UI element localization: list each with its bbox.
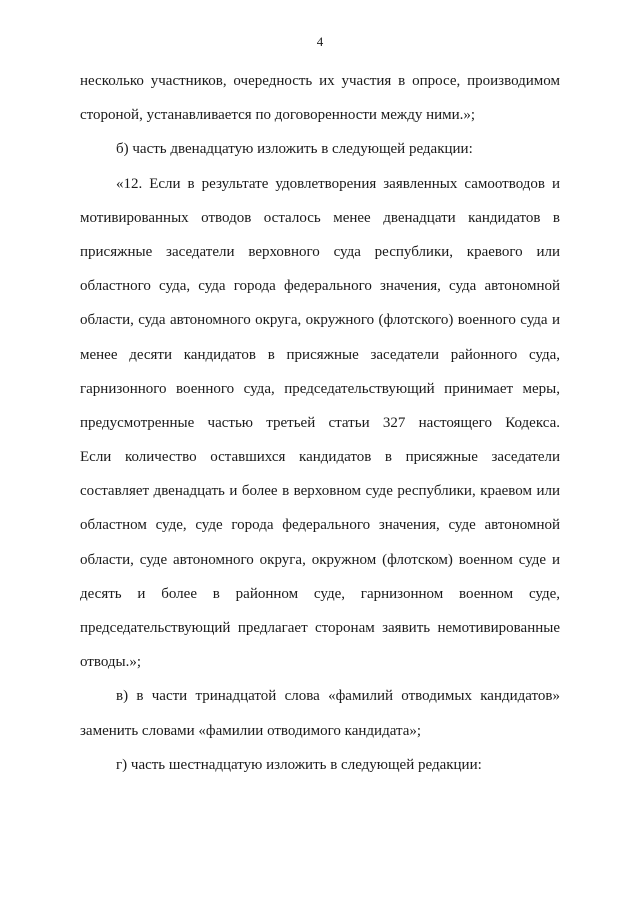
text-line: десять и более в районном суде, гарнизонном военном суде, bbox=[80, 585, 560, 602]
body-text bbox=[80, 64, 560, 782]
text-line: Если количество оставшихся кандидатов в присяжные заседатели bbox=[80, 449, 560, 466]
text-line: стороной, устанавливается по договоренности между ними.»; bbox=[80, 107, 476, 124]
text-line: председательствующий предлагает сторонам заявить немотивированные bbox=[80, 620, 560, 636]
page-number: 4 bbox=[316, 34, 324, 49]
text-line: гарнизонного военного суда, председательствующий принимает меры, bbox=[80, 380, 560, 397]
text-line: области, суда автономного округа, окружного (флотского) военного суда и bbox=[80, 312, 560, 329]
text-line: «12. Если в результате удовлетворения заявленных самоотводов и bbox=[116, 175, 560, 192]
text-line: отводы.»; bbox=[80, 654, 142, 671]
text-line: мотивированных отводов осталось менее двенадцати кандидатов в bbox=[80, 209, 560, 226]
text-line: областном суде, суде города федерального значения, суде автономной bbox=[80, 517, 560, 534]
text-line: областного суда, суда города федерального значения, суда автономной bbox=[80, 278, 560, 295]
text-line: б) часть двенадцатую изложить в следующей редакции: bbox=[116, 141, 473, 158]
text-line: заменить словами «фамилии отводимого кандидата»; bbox=[80, 722, 422, 739]
text-line: несколько участников, очередность их участия в опросе, производимом bbox=[80, 73, 560, 89]
text-line: составляет двенадцать и более в верховном суде республики, краевом или bbox=[80, 483, 560, 500]
text-line: менее десяти кандидатов в присяжные заседатели районного суда, bbox=[80, 346, 560, 363]
text-line: присяжные заседатели верховного суда республики, краевого или bbox=[80, 243, 560, 260]
text-line: области, суде автономного округа, окружном (флотском) военном суде и bbox=[80, 551, 560, 568]
text-line: предусмотренные частью третьей статьи 327 настоящего Кодекса. bbox=[80, 414, 560, 431]
text-line: г) часть шестнадцатую изложить в следующей редакции: bbox=[116, 756, 482, 773]
text-line: в) в части тринадцатой слова «фамилий отводимых кандидатов» bbox=[116, 688, 560, 705]
